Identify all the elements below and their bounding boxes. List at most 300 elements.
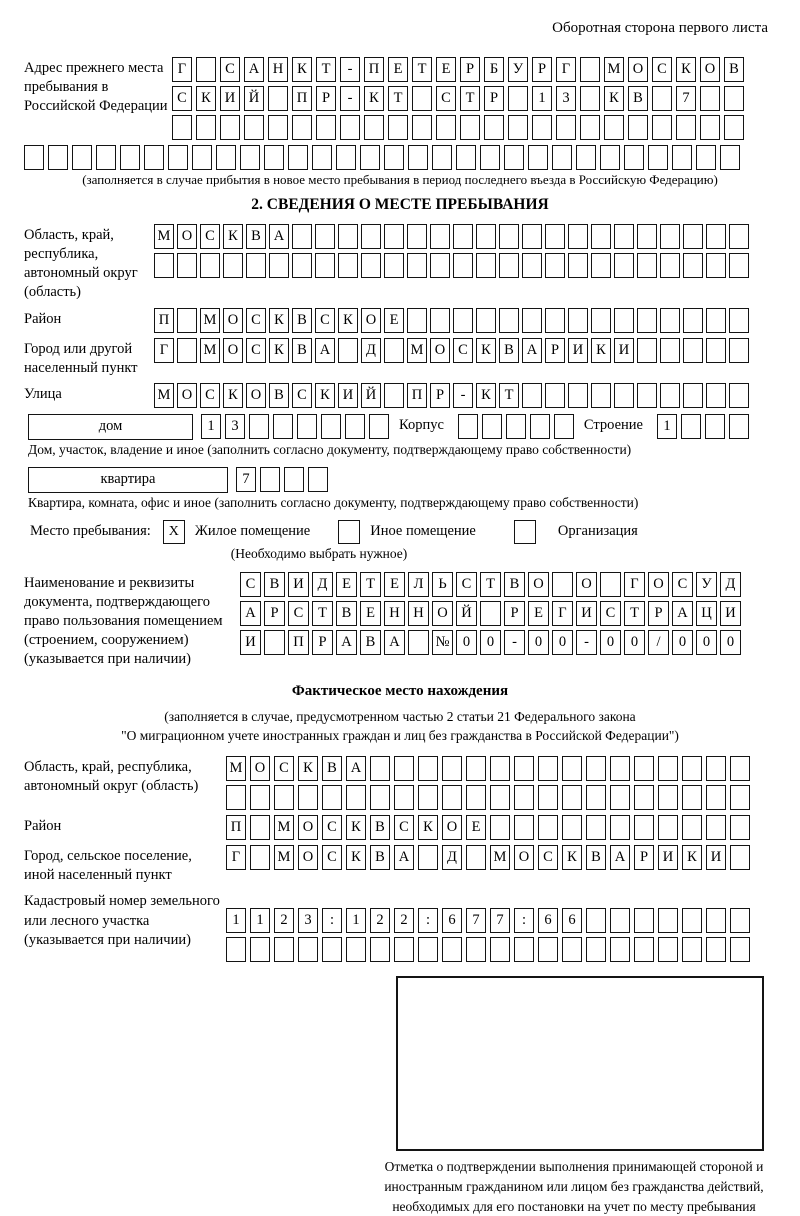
char-cell — [418, 785, 438, 810]
char-cell: И — [614, 338, 634, 363]
char-cell — [370, 756, 390, 781]
char-cell — [683, 338, 703, 363]
char-cell — [499, 253, 519, 278]
char-cell: О — [576, 572, 597, 597]
char-cell — [168, 145, 188, 170]
char-cell — [720, 145, 740, 170]
kadastr-rows — [226, 908, 750, 962]
char-cell — [637, 338, 657, 363]
option-inoe-label: Иное помещение — [370, 523, 476, 540]
char-cell — [610, 908, 630, 933]
char-cell: А — [522, 338, 542, 363]
char-cell — [466, 785, 486, 810]
char-cell — [384, 224, 404, 249]
char-cell: О — [223, 338, 243, 363]
char-cell — [144, 145, 164, 170]
char-cell: С — [453, 338, 473, 363]
char-cell — [298, 937, 318, 962]
char-cell — [177, 253, 197, 278]
char-cell: О — [223, 308, 243, 333]
char-cell — [730, 845, 750, 870]
char-cell — [538, 756, 558, 781]
document-label: Наименование и реквизиты документа, подтверждающего право пользования помещением (строением, сооружением) (указывается при наличии) — [24, 574, 223, 668]
char-cell — [24, 145, 44, 170]
fact-gorod-row — [226, 845, 750, 870]
char-cell — [297, 414, 317, 439]
option-org-label: Организация — [557, 523, 638, 540]
char-cell — [634, 756, 654, 781]
char-cell — [552, 145, 572, 170]
char-cell: Е — [466, 815, 486, 840]
char-cell — [284, 467, 304, 492]
char-cell: М — [274, 845, 294, 870]
char-cell — [729, 338, 749, 363]
char-cell: В — [504, 572, 525, 597]
char-cell — [460, 115, 480, 140]
char-cell: К — [562, 845, 582, 870]
ulitsa-row — [154, 383, 749, 408]
char-cell — [394, 937, 414, 962]
gorod-field — [24, 338, 776, 378]
char-cell: Т — [499, 383, 519, 408]
char-cell — [634, 815, 654, 840]
char-cell — [706, 756, 726, 781]
char-cell — [681, 414, 701, 439]
char-cell — [482, 414, 502, 439]
char-cell: 0 — [456, 630, 477, 655]
char-cell — [682, 785, 702, 810]
char-cell: О — [628, 57, 648, 82]
char-cell — [568, 308, 588, 333]
oblast-row-1 — [154, 224, 749, 249]
char-cell: Т — [388, 86, 408, 111]
char-cell — [418, 845, 438, 870]
fact-raion-field — [24, 815, 776, 840]
char-cell — [430, 224, 450, 249]
char-cell: И — [576, 601, 597, 626]
fact-oblast-row-2 — [226, 785, 750, 810]
char-cell — [407, 253, 427, 278]
prev-address-row-2 — [172, 86, 744, 111]
char-cell: Д — [361, 338, 381, 363]
char-cell: К — [476, 338, 496, 363]
char-cell — [250, 815, 270, 840]
char-cell: В — [322, 756, 342, 781]
stamp-caption: Отметка о подтверждении выполнения принимающей стороной и иностранным гражданином или лицом без гражданства действий, необходимых для его постановки на учет по месту пребывания — [384, 1159, 764, 1214]
char-cell — [370, 785, 390, 810]
char-cell — [120, 145, 140, 170]
char-cell — [196, 57, 216, 82]
char-cell: О — [648, 572, 669, 597]
dom-row — [201, 414, 389, 439]
char-cell — [672, 145, 692, 170]
char-cell — [660, 338, 680, 363]
char-cell: К — [346, 815, 366, 840]
char-cell: О — [177, 383, 197, 408]
char-cell — [610, 937, 630, 962]
char-cell: М — [154, 383, 174, 408]
oblast-label: Область, край, республика, автономный округ (область) — [24, 227, 138, 301]
char-cell: 1 — [226, 908, 246, 933]
char-cell: К — [196, 86, 216, 111]
char-cell — [466, 845, 486, 870]
fact-oblast-label: Область, край, республика, автономный округ (область) — [24, 759, 199, 795]
char-cell: 3 — [225, 414, 245, 439]
char-cell — [706, 815, 726, 840]
char-cell — [538, 785, 558, 810]
char-cell: И — [220, 86, 240, 111]
char-cell — [250, 937, 270, 962]
header-note: Оборотная сторона первого листа — [552, 20, 768, 36]
checkbox-inoe — [338, 520, 360, 544]
char-cell — [384, 145, 404, 170]
char-cell — [490, 937, 510, 962]
kvartira-caption: Квартира, комната, офис и иное (заполнить согласно документу, подтверждающему право собственности) — [28, 494, 639, 510]
char-cell — [683, 224, 703, 249]
ulitsa-field — [24, 383, 776, 408]
char-cell: В — [499, 338, 519, 363]
char-cell — [298, 785, 318, 810]
char-cell: М — [200, 308, 220, 333]
char-cell: А — [269, 224, 289, 249]
char-cell — [591, 253, 611, 278]
char-cell: : — [514, 908, 534, 933]
kadastr-label: Кадастровый номер земельного или лесного участка (указывается при наличии) — [24, 893, 220, 948]
char-cell: Г — [552, 601, 573, 626]
char-cell: О — [432, 601, 453, 626]
fact-oblast-row-1 — [226, 756, 750, 781]
char-cell — [364, 115, 384, 140]
char-cell: И — [658, 845, 678, 870]
char-cell: 0 — [528, 630, 549, 655]
char-cell: Е — [336, 572, 357, 597]
kvartira-widebox: квартира — [28, 467, 228, 493]
raion-label: Район — [24, 310, 62, 327]
char-cell — [676, 115, 696, 140]
char-cell: С — [322, 815, 342, 840]
char-cell: 7 — [490, 908, 510, 933]
fact-oblast-rows — [226, 756, 750, 810]
char-cell — [370, 937, 390, 962]
char-cell — [530, 414, 550, 439]
char-cell: Р — [532, 57, 552, 82]
char-cell — [466, 937, 486, 962]
char-cell — [614, 383, 634, 408]
char-cell — [729, 224, 749, 249]
char-cell: А — [394, 845, 414, 870]
char-cell — [200, 253, 220, 278]
char-cell — [246, 253, 266, 278]
char-cell: С — [274, 756, 294, 781]
char-cell — [652, 86, 672, 111]
char-cell: - — [453, 383, 473, 408]
char-cell: Н — [268, 57, 288, 82]
char-cell: Й — [244, 86, 264, 111]
stroenie-label: Строение — [583, 416, 643, 433]
char-cell — [361, 253, 381, 278]
prev-address-label: Адрес прежнего места пребывания в Российской Федерации — [24, 60, 168, 115]
char-cell — [196, 115, 216, 140]
raion-row — [154, 308, 749, 333]
char-cell — [724, 86, 744, 111]
char-cell — [369, 414, 389, 439]
char-cell: 1 — [201, 414, 221, 439]
fact-note-line2: "О миграционном учете иностранных граждан и лиц без гражданства в Российской Федерации") — [121, 728, 679, 744]
stamp-area — [396, 976, 776, 1151]
char-cell: М — [274, 815, 294, 840]
char-cell: И — [288, 572, 309, 597]
char-cell — [600, 572, 621, 597]
char-cell — [264, 630, 285, 655]
char-cell — [562, 815, 582, 840]
fact-gorod-label: Город, сельское поселение, иной населенный пункт — [24, 848, 192, 884]
char-cell: С — [538, 845, 558, 870]
char-cell — [658, 756, 678, 781]
char-cell — [591, 308, 611, 333]
char-cell — [545, 308, 565, 333]
char-cell — [273, 414, 293, 439]
kadastr-row-1 — [226, 908, 750, 933]
char-cell: Г — [154, 338, 174, 363]
fact-note — [24, 708, 776, 746]
char-cell: Й — [361, 383, 381, 408]
char-cell — [360, 145, 380, 170]
char-cell — [658, 785, 678, 810]
char-cell: И — [568, 338, 588, 363]
char-cell: О — [700, 57, 720, 82]
char-cell: А — [240, 601, 261, 626]
char-cell: 0 — [552, 630, 573, 655]
char-cell: Г — [624, 572, 645, 597]
char-cell: П — [226, 815, 246, 840]
char-cell — [260, 467, 280, 492]
char-cell — [660, 253, 680, 278]
stroenie-row — [657, 414, 749, 439]
char-cell — [552, 572, 573, 597]
char-cell — [706, 383, 726, 408]
char-cell: О — [442, 815, 462, 840]
char-cell — [361, 224, 381, 249]
char-cell: Д — [312, 572, 333, 597]
char-cell: / — [648, 630, 669, 655]
char-cell — [490, 815, 510, 840]
char-cell — [683, 383, 703, 408]
char-cell — [652, 115, 672, 140]
char-cell — [274, 937, 294, 962]
char-cell: М — [154, 224, 174, 249]
char-cell — [274, 785, 294, 810]
char-cell — [432, 145, 452, 170]
kvartira-line — [28, 467, 776, 493]
char-cell — [730, 815, 750, 840]
char-cell — [96, 145, 116, 170]
char-cell — [292, 115, 312, 140]
char-cell — [614, 308, 634, 333]
char-cell: П — [154, 308, 174, 333]
char-cell — [637, 308, 657, 333]
char-cell: Л — [408, 572, 429, 597]
char-cell — [308, 467, 328, 492]
char-cell: Е — [384, 572, 405, 597]
char-cell — [394, 756, 414, 781]
char-cell: Е — [528, 601, 549, 626]
oblast-field — [24, 224, 776, 303]
korpus-row — [458, 414, 574, 439]
char-cell — [394, 785, 414, 810]
char-cell — [442, 785, 462, 810]
char-cell — [528, 145, 548, 170]
char-cell — [154, 253, 174, 278]
char-cell — [315, 224, 335, 249]
char-cell — [683, 308, 703, 333]
char-cell — [696, 145, 716, 170]
section2-title: 2. СВЕДЕНИЯ О МЕСТЕ ПРЕБЫВАНИЯ — [251, 196, 549, 213]
char-cell: А — [346, 756, 366, 781]
char-cell — [514, 937, 534, 962]
char-cell — [682, 756, 702, 781]
char-cell — [660, 308, 680, 333]
char-cell: В — [370, 845, 390, 870]
char-cell — [545, 224, 565, 249]
char-cell: С — [600, 601, 621, 626]
char-cell — [580, 86, 600, 111]
char-cell — [724, 115, 744, 140]
char-cell — [660, 224, 680, 249]
char-cell — [458, 414, 478, 439]
char-cell: В — [370, 815, 390, 840]
char-cell — [700, 115, 720, 140]
fact-raion-label: Район — [24, 818, 62, 835]
char-cell — [729, 308, 749, 333]
char-cell — [634, 937, 654, 962]
oblast-row-2 — [154, 253, 749, 278]
dom-caption: Дом, участок, владение и иное (заполнить согласно документу, подтверждающему право собственности) — [28, 441, 632, 457]
char-cell: О — [246, 383, 266, 408]
char-cell — [177, 308, 197, 333]
char-cell — [514, 815, 534, 840]
char-cell: П — [364, 57, 384, 82]
char-cell — [480, 145, 500, 170]
char-cell: 2 — [394, 908, 414, 933]
option-zhiloe-label: Жилое помещение — [194, 523, 311, 540]
char-cell: - — [340, 57, 360, 82]
fact-gorod-field — [24, 845, 776, 885]
char-cell: № — [432, 630, 453, 655]
char-cell: С — [220, 57, 240, 82]
char-cell: О — [177, 224, 197, 249]
char-cell: С — [246, 308, 266, 333]
char-cell: И — [240, 630, 261, 655]
char-cell: Р — [484, 86, 504, 111]
char-cell: - — [576, 630, 597, 655]
char-cell — [637, 383, 657, 408]
char-cell: В — [246, 224, 266, 249]
char-cell: Г — [226, 845, 246, 870]
char-cell: К — [604, 86, 624, 111]
char-cell — [614, 224, 634, 249]
kvartira-row — [236, 467, 328, 492]
raion-field — [24, 308, 776, 333]
char-cell: У — [508, 57, 528, 82]
char-cell — [220, 115, 240, 140]
kadastr-field — [24, 890, 776, 962]
char-cell — [610, 756, 630, 781]
char-cell — [240, 145, 260, 170]
char-cell — [442, 756, 462, 781]
char-cell — [624, 145, 644, 170]
char-cell — [346, 785, 366, 810]
char-cell: Т — [460, 86, 480, 111]
gorod-row — [154, 338, 749, 363]
char-cell: С — [172, 86, 192, 111]
char-cell: С — [246, 338, 266, 363]
char-cell — [683, 253, 703, 278]
char-cell — [388, 115, 408, 140]
char-cell: Р — [316, 86, 336, 111]
char-cell: О — [298, 845, 318, 870]
char-cell — [346, 937, 366, 962]
char-cell — [556, 115, 576, 140]
char-cell — [442, 937, 462, 962]
char-cell — [292, 253, 312, 278]
char-cell — [499, 308, 519, 333]
char-cell: С — [315, 308, 335, 333]
char-cell: К — [418, 815, 438, 840]
char-cell: Е — [384, 308, 404, 333]
char-cell: 0 — [720, 630, 741, 655]
char-cell: 0 — [624, 630, 645, 655]
char-cell: В — [292, 308, 312, 333]
char-cell — [384, 253, 404, 278]
char-cell — [412, 86, 432, 111]
char-cell: - — [340, 86, 360, 111]
char-cell: К — [223, 224, 243, 249]
char-cell — [586, 756, 606, 781]
char-cell: Р — [545, 338, 565, 363]
char-cell: 1 — [657, 414, 677, 439]
char-cell — [586, 785, 606, 810]
char-cell — [514, 756, 534, 781]
char-cell — [345, 414, 365, 439]
char-cell — [436, 115, 456, 140]
char-cell — [384, 338, 404, 363]
prev-address-row-4 — [24, 145, 776, 170]
char-cell: 2 — [274, 908, 294, 933]
kadastr-row-2 — [226, 937, 750, 962]
char-cell — [545, 383, 565, 408]
dom-widebox: дом — [28, 414, 193, 440]
char-cell: С — [394, 815, 414, 840]
char-cell — [476, 253, 496, 278]
document-row-1 — [240, 572, 741, 597]
char-cell — [72, 145, 92, 170]
char-cell: 6 — [538, 908, 558, 933]
char-cell: О — [361, 308, 381, 333]
char-cell: В — [724, 57, 744, 82]
char-cell — [244, 115, 264, 140]
char-cell: П — [292, 86, 312, 111]
char-cell: А — [315, 338, 335, 363]
char-cell: Е — [436, 57, 456, 82]
char-cell — [658, 908, 678, 933]
korpus-label: Корпус — [399, 416, 444, 433]
char-cell — [706, 308, 726, 333]
char-cell — [706, 224, 726, 249]
char-cell — [484, 115, 504, 140]
char-cell — [453, 308, 473, 333]
char-cell — [506, 414, 526, 439]
char-cell: С — [288, 601, 309, 626]
